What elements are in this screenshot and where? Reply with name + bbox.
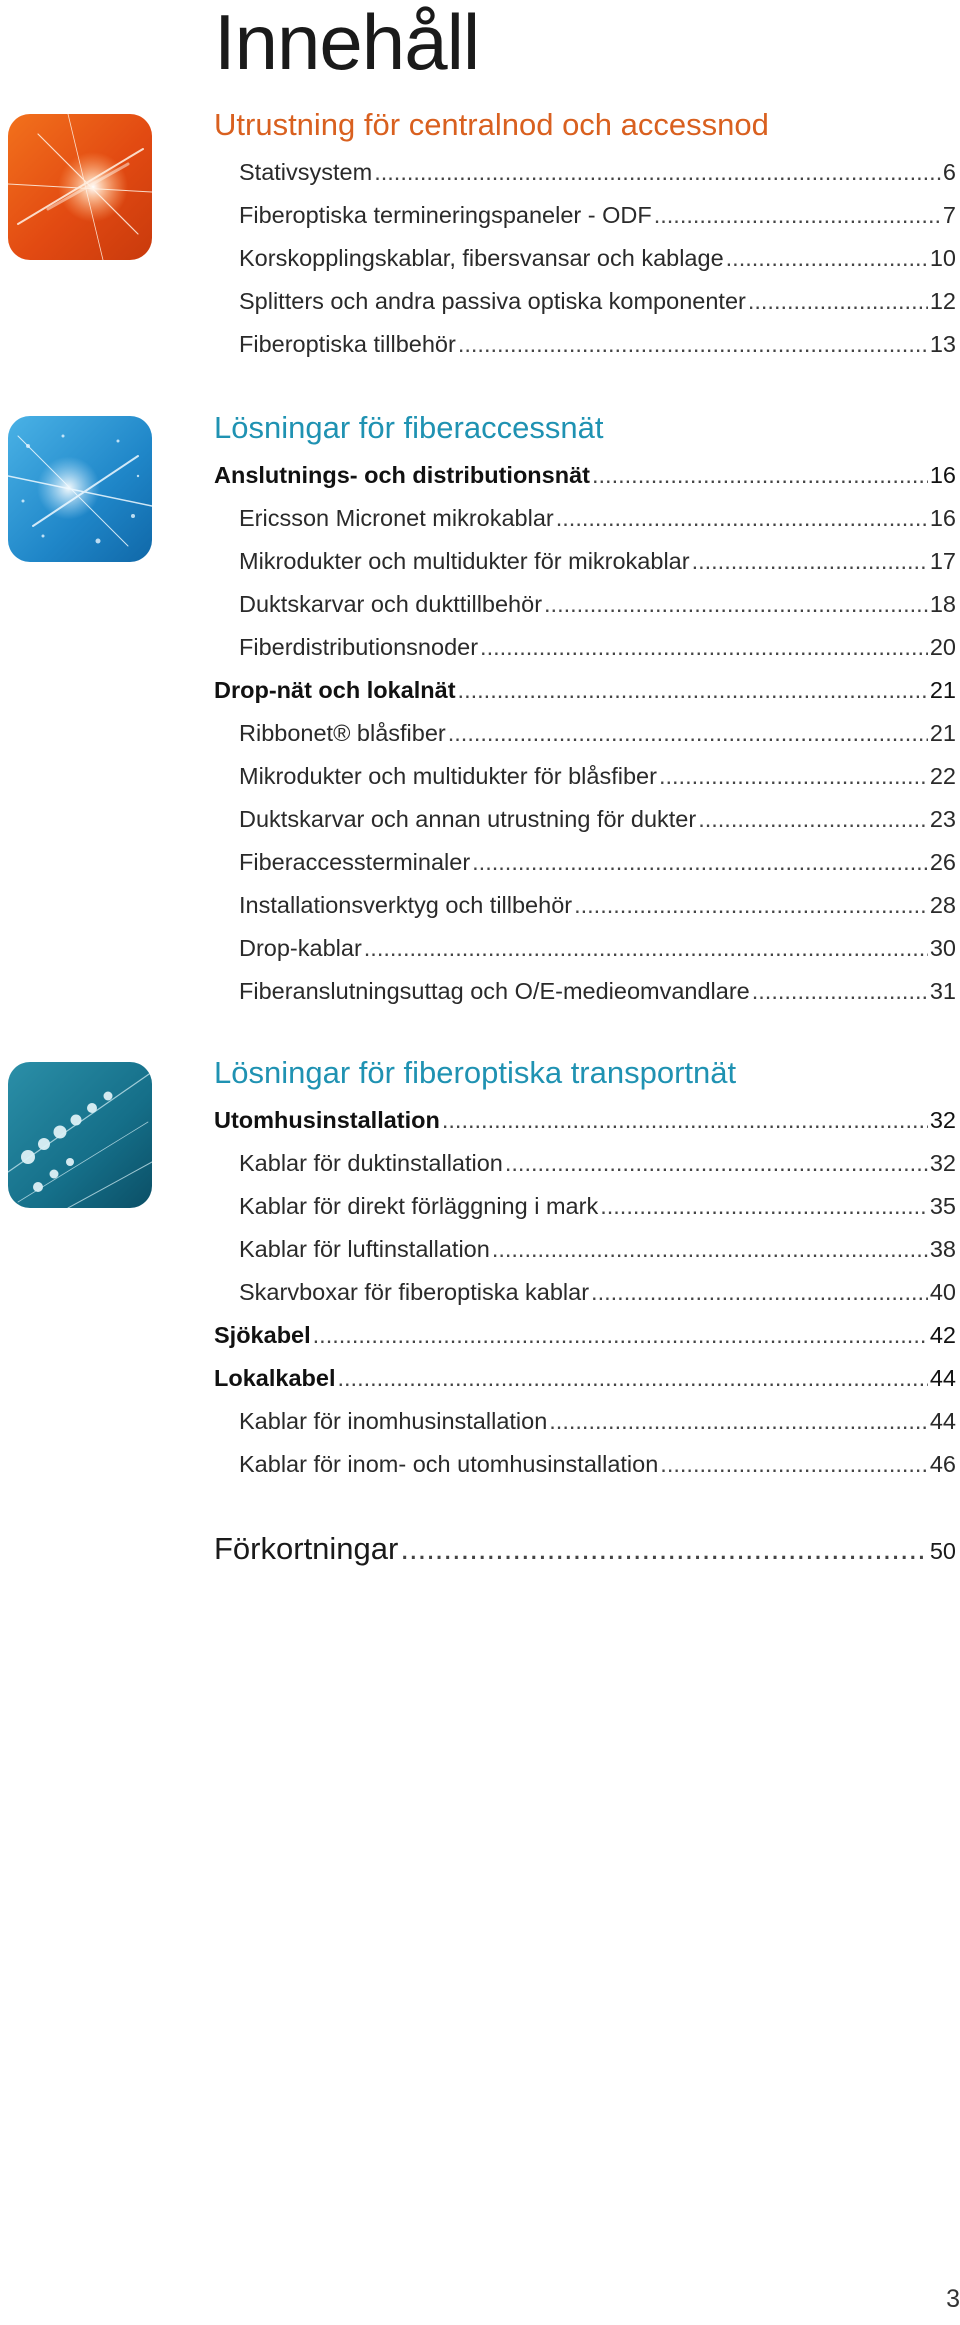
toc-entry-title: Kablar för luftinstallation [239,1236,490,1262]
leader-dots [726,237,928,280]
leader-dots [752,970,928,1013]
toc-entry[interactable] [214,454,956,497]
toc-list [214,151,956,366]
toc-entry-title: Fiberanslutningsuttag och O/E-medieomvandlare [239,978,750,1004]
toc-entry-title: Duktskarvar och dukttillbehör [239,591,543,617]
toc-entry-title: Kablar för direkt förläggning i mark [239,1193,599,1219]
toc-entry[interactable] [214,884,956,927]
toc-entry-page: 44 [929,1408,956,1434]
toc-entry-page: 38 [929,1236,956,1262]
toc-entry-page: 12 [929,288,956,314]
leader-dots [374,151,941,194]
toc-entry-title: Duktskarvar och annan utrustning för dukter [239,806,697,832]
toc-entry-page: 30 [929,935,956,961]
toc-entry-page: 44 [929,1365,956,1391]
fiber-light-teal-image [8,1062,152,1208]
toc-entry-title: Utomhusinstallation [214,1107,440,1133]
toc-entry-title: Korskopplingskablar, fibersvansar och kablage [239,245,724,271]
toc-entry-title: Ribbonet® blåsfiber [239,720,446,746]
leader-dots [692,540,928,583]
toc-entry-page: 26 [929,849,956,875]
toc-entry-title: Splitters och andra passiva optiska komponenter [239,288,746,314]
toc-entry[interactable] [214,1357,956,1400]
toc-section-abbreviations [214,1526,956,1572]
toc-entry-page: 16 [929,505,956,531]
leader-dots [472,841,928,884]
toc-entry[interactable] [214,583,956,626]
toc-entry-page: 50 [929,1538,956,1564]
toc-entry-page: 35 [929,1193,956,1219]
toc-entry[interactable] [214,280,956,323]
toc-entry-title: Mikrodukter och multidukter för mikrokablar [239,548,690,574]
toc-entry-title: Installationsverktyg och tillbehör [239,892,573,918]
leader-dots [458,323,928,366]
toc-entry[interactable] [214,669,956,712]
toc-entry[interactable] [214,1185,956,1228]
toc-entry-page: 42 [929,1322,956,1348]
leader-dots [480,626,928,669]
toc-entry-title: Skarvboxar för fiberoptiska kablar [239,1279,590,1305]
toc-entry[interactable] [214,755,956,798]
leader-dots [313,1314,928,1357]
toc-entry-title: Anslutnings- och distributionsnät [214,462,590,488]
toc-entry-page: 21 [929,677,956,703]
toc-entry-title: Mikrodukter och multidukter för blåsfiber [239,763,657,789]
leader-dots [364,927,928,970]
toc-section-central-node [214,106,956,366]
toc-entry-page: 40 [929,1279,956,1305]
toc-entry-page: 16 [929,462,956,488]
toc-entry-title: Stativsystem [239,159,373,185]
toc-entry-title: Kablar för duktinstallation [239,1150,503,1176]
toc-entry-title: Sjökabel [214,1322,311,1348]
toc-entry-page: 32 [929,1107,956,1133]
leader-dots [400,1526,928,1572]
toc-list [214,1099,956,1486]
leader-dots [659,755,928,798]
toc-list [214,454,956,1013]
leader-dots [654,194,941,237]
toc-entry[interactable] [214,1099,956,1142]
leader-dots [748,280,928,323]
toc-entry-page: 10 [929,245,956,271]
toc-entry-page: 22 [929,763,956,789]
toc-entry-title: Fiberdistributionsnoder [239,634,479,660]
page-title: Innehåll [214,0,480,86]
fiber-light-blue-image [8,416,152,562]
leader-dots [505,1142,928,1185]
toc-entry-page: 32 [929,1150,956,1176]
toc-entry[interactable] [214,497,956,540]
toc-entry[interactable] [214,1142,956,1185]
toc-entry-page: 17 [929,548,956,574]
toc-entry-page: 20 [929,634,956,660]
toc-entry-title: Kablar för inom- och utomhusinstallation [239,1451,659,1477]
leader-dots [442,1099,928,1142]
leader-dots [492,1228,928,1271]
toc-entry-title: Fiberaccessterminaler [239,849,471,875]
toc-entry-page: 21 [929,720,956,746]
page-number: 3 [946,2285,960,2313]
leader-dots [600,1185,928,1228]
toc-entry[interactable] [214,323,956,366]
section-heading: Lösningar för fiberoptiska transportnät [214,1055,737,1090]
leader-dots [458,669,928,712]
toc-entry[interactable] [214,540,956,583]
toc-entry[interactable] [214,1443,956,1486]
toc-entry-abbreviations[interactable] [214,1526,956,1572]
toc-entry[interactable] [214,237,956,280]
toc-entry-page: 6 [942,159,956,185]
toc-entry-page: 31 [929,978,956,1004]
toc-entry-title: Fiberoptiska tillbehör [239,331,456,357]
section-heading: Lösningar för fiberaccessnät [214,410,604,445]
toc-entry[interactable] [214,927,956,970]
leader-dots [660,1443,928,1486]
leader-dots [591,1271,928,1314]
toc-entry-page: 7 [942,202,956,228]
toc-entry-page: 46 [929,1451,956,1477]
toc-entry[interactable] [214,798,956,841]
toc-entry[interactable] [214,151,956,194]
toc-entry[interactable] [214,970,956,1013]
leader-dots [448,712,928,755]
toc-entry-page: 23 [929,806,956,832]
fiber-light-orange-image [8,114,152,260]
toc-entry-title: Fiberoptiska termineringspaneler - ODF [239,202,652,228]
toc-entry[interactable] [214,1314,956,1357]
toc-entry-title: Kablar för inomhusinstallation [239,1408,548,1434]
toc-entry-page: 18 [929,591,956,617]
leader-dots [574,884,928,927]
leader-dots [337,1357,927,1400]
toc-entry-title: Förkortningar [214,1531,399,1566]
toc-section-fiber-access [214,409,956,1013]
toc-entry-title: Lokalkabel [214,1365,336,1391]
toc-entry[interactable] [214,841,956,884]
toc-entry-title: Drop-nät och lokalnät [214,677,456,703]
toc-entry-page: 13 [929,331,956,357]
leader-dots [556,497,928,540]
toc-entry[interactable] [214,1271,956,1314]
toc-entry-title: Drop-kablar [239,935,362,961]
toc-entry[interactable] [214,1400,956,1443]
leader-dots [592,454,928,497]
leader-dots [549,1400,928,1443]
toc-entry[interactable] [214,1228,956,1271]
toc-entry[interactable] [214,626,956,669]
section-heading: Utrustning för centralnod och accessnod [214,107,769,142]
toc-entry-title: Ericsson Micronet mikrokablar [239,505,554,531]
toc-entry[interactable] [214,712,956,755]
leader-dots [698,798,928,841]
toc-entry[interactable] [214,194,956,237]
toc-entry-page: 28 [929,892,956,918]
toc-section-transport [214,1054,956,1486]
leader-dots [544,583,928,626]
